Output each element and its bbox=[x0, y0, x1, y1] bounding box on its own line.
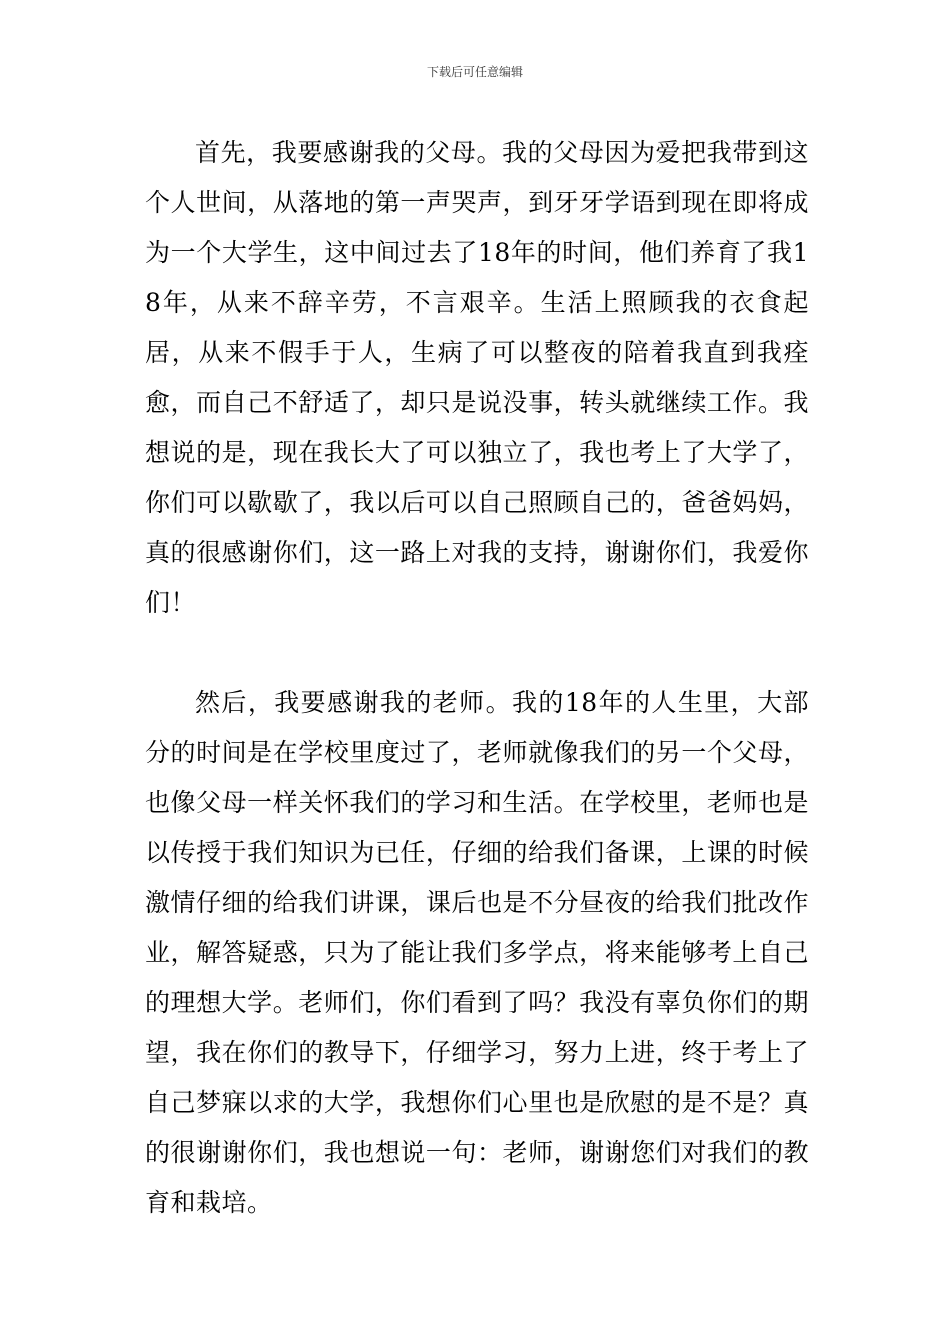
page-header: 下载后可任意编辑 bbox=[426, 65, 523, 79]
document-body bbox=[145, 128, 809, 1228]
paragraph-parents: 首先，我要感谢我的父母。我的父母因为爱把我带到这个人世间，从落地的第一声哭声，到牙牙学语到现在即将成为一个大学生，这中间过去了18年的时间，他们养育了我18年，从来不辞辛劳，不言艰辛。生活上照顾我的衣食起居，从来不假手于人，生病了可以整夜的陪着我直到我痊愈，而自己不舒适了，却只是说没事，转头就继续工作。我想说的是，现在我长大了可以独立了，我也考上了大学了，你们可以歇歇了，我以后可以自己照顾自己的，爸爸妈妈，真的很感谢你们，这一路上对我的支持，谢谢你们，我爱你们！ bbox=[145, 138, 809, 617]
paragraph-teachers: 然后，我要感谢我的老师。我的18年的人生里，大部分的时间是在学校里度过了，老师就像我们的另一个父母，也像父母一样关怀我们的学习和生活。在学校里，老师也是以传授于我们知识为已任，仔细的给我们备课，上课的时候激情仔细的给我们讲课，课后也是不分昼夜的给我们批改作业，解答疑惑，只为了能让我们多学点，将来能够考上自己的理想大学。老师们，你们看到了吗？我没有辜负你们的期望，我在你们的教导下，仔细学习，努力上进，终于考上了自己梦寐以求的大学，我想你们心里也是欣慰的是不是？真的很谢谢你们，我也想说一句：老师，谢谢您们对我们的教育和栽培。 bbox=[145, 688, 809, 1217]
